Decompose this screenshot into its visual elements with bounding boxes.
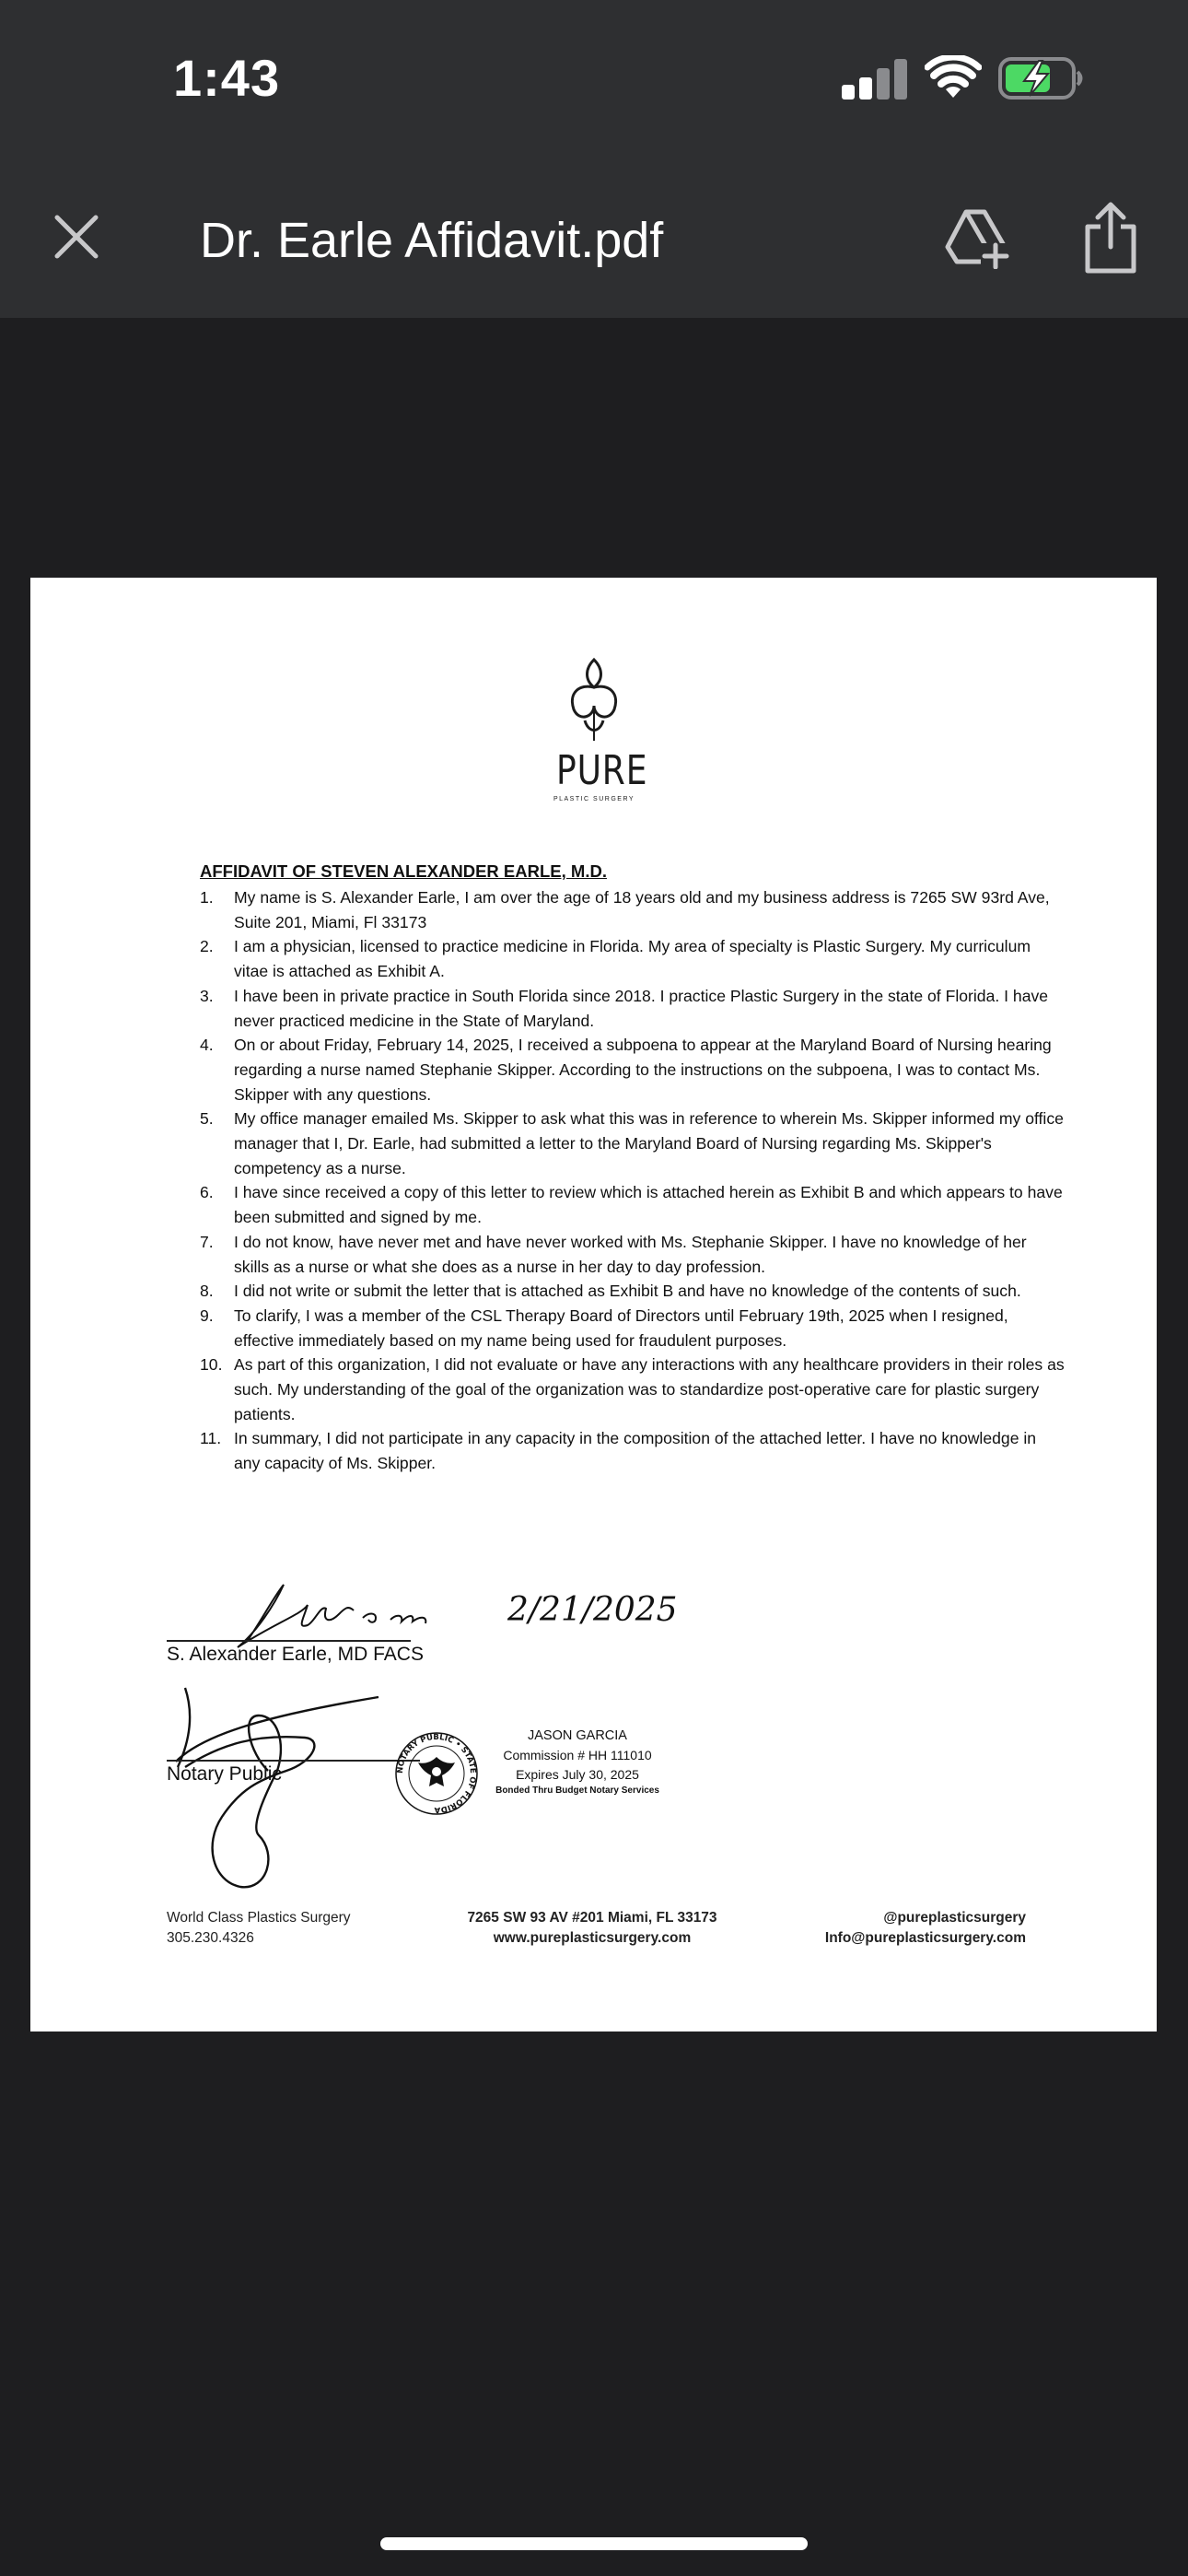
list-item: 8. I did not write or submit the letter that is attached as Exhibit B and have no knowledge of the contents of such. — [200, 1282, 1021, 1301]
list-item: 1. My name is S. Alexander Earle, I am over the age of 18 years old and my business address is 7265 SW 93rd Ave, Suite 201, Miami, Fl 33173 — [200, 888, 1050, 931]
footer-address: 7265 SW 93 AV #201 Miami, FL 33173 — [467, 1910, 717, 1926]
affidavit-heading: AFFIDAVIT OF STEVEN ALEXANDER EARLE, M.D. — [200, 861, 607, 881]
wifi-icon — [925, 55, 982, 101]
cellular-signal-icon — [842, 57, 906, 100]
list-item: 3. I have been in private practice in South Florida since 2018. I practice Plastic Surgery in the state of Florida. I have never practiced medicine in the State of Maryland. — [200, 986, 1049, 1030]
footer-website: www.pureplasticsurgery.com — [493, 1930, 692, 1946]
lotus-logo-icon — [557, 656, 631, 744]
logo-subtitle: PLASTIC SURGERY — [553, 796, 635, 802]
close-icon[interactable] — [48, 208, 105, 265]
list-item: 2. I am a physician, licensed to practice medicine in Florida. My area of specialty is Plastic Surgery. My curriculum vitae is attached as Exhibit A. — [200, 937, 1031, 981]
company-logo — [548, 656, 648, 813]
list-item: 11. In summary, I did not participate in any capacity in the composition of the attached letter. I have no knowledge in any capacity of Ms. Skipper. — [200, 1429, 1037, 1473]
list-item: 6. I have since received a copy of this letter to review which is attached herein as Exhibit B and which appears to have been submitted and signed by me. — [200, 1183, 1063, 1227]
app-header — [0, 0, 1188, 318]
status-time: 1:43 — [173, 49, 281, 107]
footer-company: World Class Plastics Surgery — [167, 1910, 351, 1926]
signature-line — [167, 1640, 411, 1642]
home-indicator[interactable] — [380, 2537, 808, 2550]
list-item: 4. On or about Friday, February 14, 2025, I received a subpoena to appear at the Maryland Board of Nursing hearing regarding a nurse named Stephanie Skipper. According to the instructions on the subpoena, I was to contact Ms. Skipper with any questions. — [200, 1036, 1052, 1104]
pdf-page[interactable] — [30, 578, 1157, 2032]
notary-commission: Commission # HH 111010 — [503, 1748, 652, 1762]
affidavit-statements — [200, 885, 1066, 1476]
share-icon[interactable] — [1082, 201, 1139, 275]
notary-label: Notary Public — [167, 1763, 282, 1785]
footer-right — [825, 1908, 1026, 1949]
list-item: 10. As part of this organization, I did not evaluate or have any interactions with any healthcare providers in their roles as such. My understanding of the goal of the organization was to standardize post-operative care for plastic surgery patients. — [200, 1355, 1065, 1423]
battery-charging-icon — [998, 55, 1087, 101]
handwritten-date: 2/21/2025 — [507, 1591, 678, 1629]
notary-stamp — [467, 1727, 688, 1797]
notary-bonded: Bonded Thru Budget Notary Services — [495, 1786, 659, 1796]
list-item: 5. My office manager emailed Ms. Skipper to ask what this was in reference to wherein Ms. Skipper informed my office manager that I, Dr. Earle, had submitted a letter to the Maryland Board of Nursing regarding Ms. Skipper's competency as a nurse. — [200, 1109, 1064, 1177]
notary-name: JASON GARCIA — [528, 1728, 627, 1743]
svg-text:NOTARY PUBLIC • STATE OF FLORI: NOTARY PUBLIC • STATE OF FLORIDA — [395, 1732, 478, 1815]
list-item: 9. To clarify, I was a member of the CSL Therapy Board of Directors until February 19th, 2025 when I resigned, effective immediately based on my name being used for fraudulent purposes. — [200, 1306, 1008, 1350]
footer-middle — [417, 1908, 767, 1949]
logo-wordmark: PURE — [556, 747, 648, 794]
footer-phone: 305.230.4326 — [167, 1930, 254, 1946]
list-item: 7. I do not know, have never met and have never worked with Ms. Stephanie Skipper. I have no knowledge of her skills as a nurse or what she does as a nurse in her day to day profession. — [200, 1232, 1027, 1276]
footer-email: Info@pureplasticsurgery.com — [824, 1930, 1026, 1946]
footer-social: @pureplasticsurgery — [883, 1910, 1026, 1926]
notary-expiry: Expires July 30, 2025 — [516, 1767, 639, 1782]
document-title: Dr. Earle Affidavit.pdf — [200, 213, 664, 268]
add-to-drive-icon[interactable] — [944, 206, 1010, 269]
notary-signature-line — [167, 1760, 420, 1762]
signer-name: S. Alexander Earle, MD FACS — [167, 1644, 424, 1665]
footer-left — [167, 1908, 351, 1949]
